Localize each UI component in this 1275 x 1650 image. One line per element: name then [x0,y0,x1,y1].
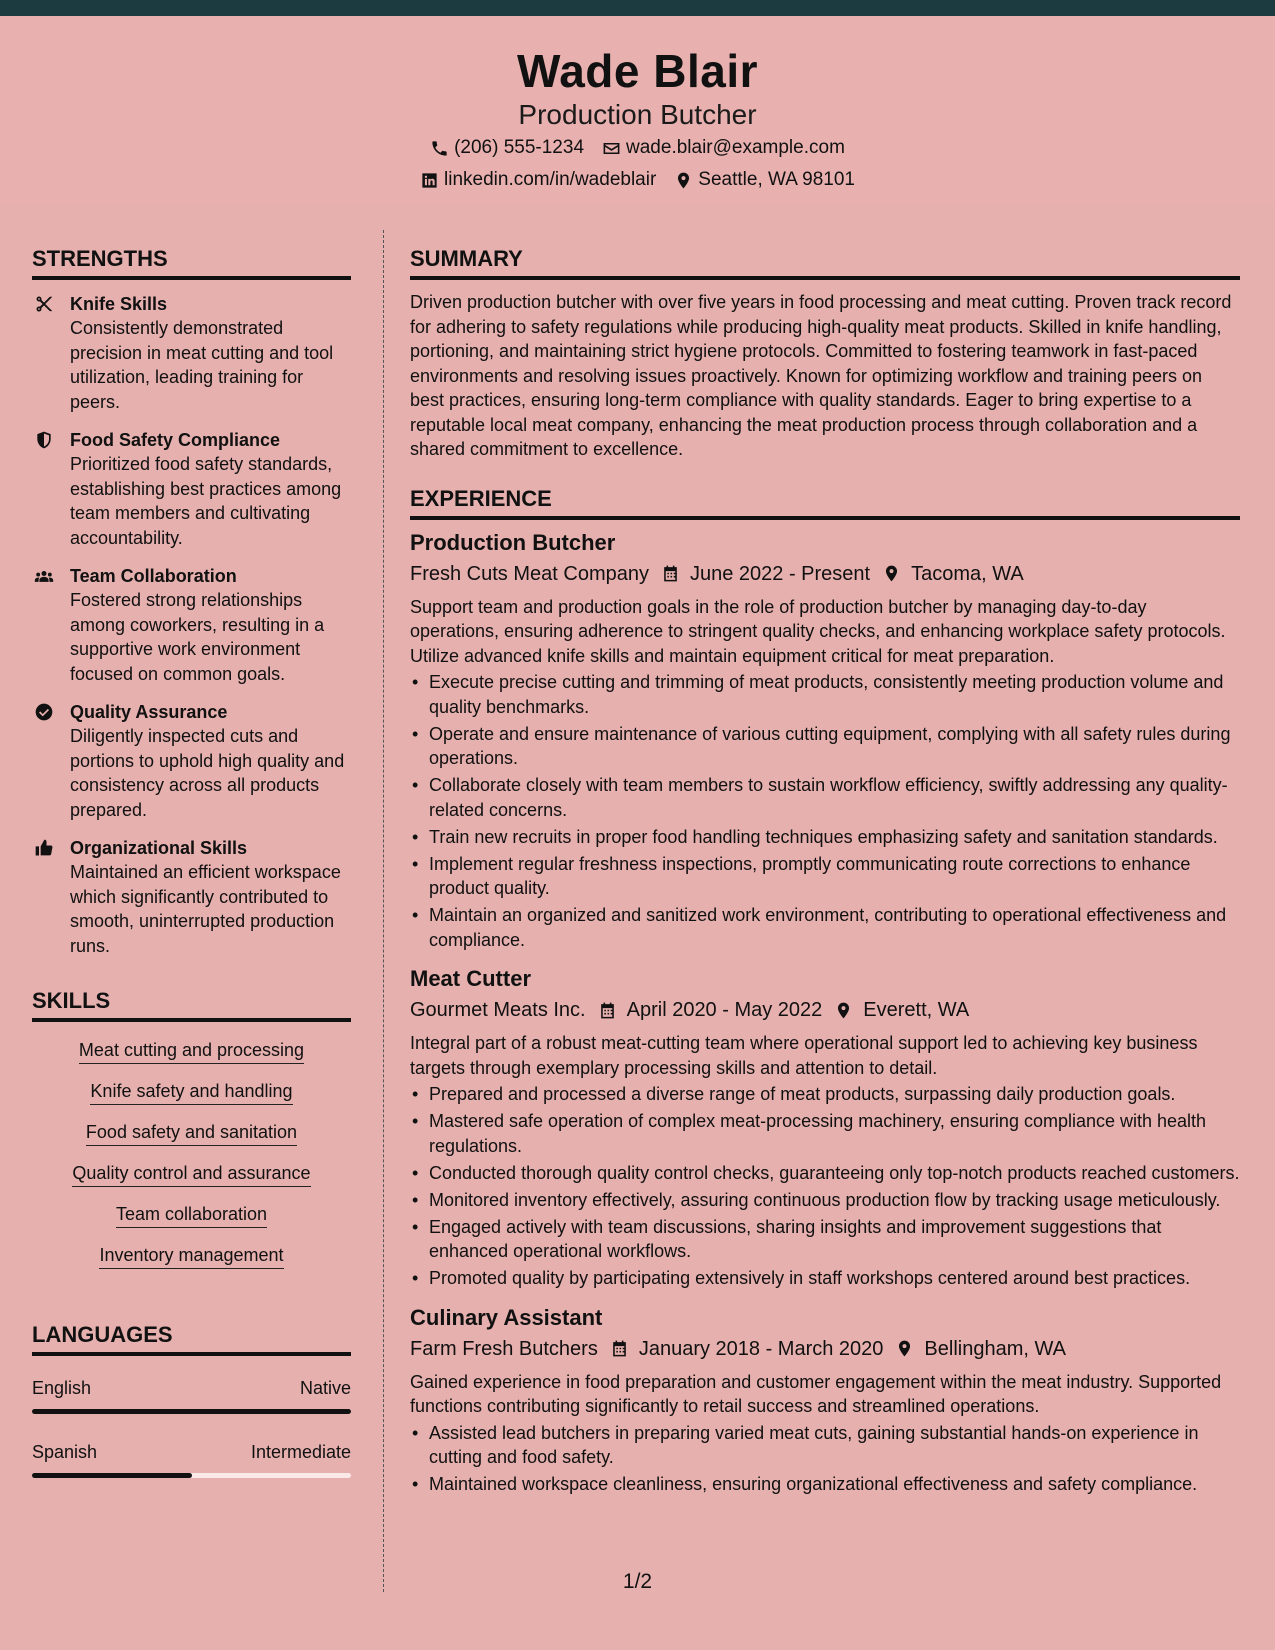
linkedin-text: linkedin.com/in/wadeblair [444,169,657,190]
strength-title: Organizational Skills [70,838,248,858]
strength-desc: Consistently demonstrated precision in meat cutting and tool utilization, leading training for peers. [70,318,334,412]
job-bullet: • Execute precise cutting and trimming of meat products, consistently meeting production volume and quality benchmarks. [410,670,1240,719]
strength-item [32,428,351,550]
strength-item [32,700,351,822]
experience-section [410,470,1240,1497]
job-bullet: • Monitored inventory effectively, assuring continuous production flow by tracking usage meticulously. [410,1188,1240,1213]
job-location: Bellingham, WA [924,1337,1066,1360]
top-accent-bar [0,0,1275,16]
strength-item [32,292,351,414]
job-description: Integral part of a robust meat-cutting team where operational support led to achieving key business targets through exemplary processing skills and attention to detail. [410,1033,1198,1078]
skill-tag: Meat cutting and processing [79,1037,304,1064]
shield-icon [34,430,54,450]
calendar-icon [661,564,680,583]
job-bullet: • Prepared and processed a diverse range of meat products, surpassing daily production goals. [410,1082,1240,1107]
strength-desc: Prioritized food safety standards, establishing best practices among team members and cultivating accountability. [70,454,342,548]
job-bullets [410,670,1240,952]
right-column [410,230,1240,1499]
job-bullet: • Engaged actively with team discussions, sharing insights and improvement suggestions that enhanced operational workflows. [410,1215,1240,1264]
map-pin-icon [674,171,693,190]
job-bullet: • Operate and ensure maintenance of various cutting equipment, complying with all safety rules during operations. [410,722,1240,771]
job-entry [410,528,1240,953]
job-list [410,528,1240,1497]
strength-title: Quality Assurance [70,702,228,722]
strength-item [32,836,351,958]
language-proficiency-bar [32,1473,351,1478]
strength-desc: Maintained an efficient workspace which significantly contributed to smooth, uninterrupted production runs. [70,862,341,956]
envelope-icon [602,139,621,158]
job-bullets [410,1082,1240,1291]
job-location: Tacoma, WA [911,562,1024,585]
job-location: Everett, WA [863,999,970,1021]
calendar-icon [598,1001,617,1020]
phone-contact [430,132,584,164]
calendar-icon [610,1339,629,1358]
candidate-name: Wade Blair [516,45,759,97]
skill-tag: Inventory management [99,1242,283,1269]
job-title: Production Butcher [410,529,616,555]
candidate-title: Production Butcher [518,99,757,130]
company-name: Gourmet Meats Inc. [410,999,586,1021]
languages-heading: LANGUAGES [32,1306,351,1356]
strength-title: Team Collaboration [70,566,237,586]
phone-icon [430,139,449,158]
phone-text: (206) 555-1234 [454,137,585,158]
job-meta [410,559,1240,589]
job-bullet: • Mastered safe operation of complex meat-processing machinery, ensuring compliance with health regulations. [410,1109,1240,1158]
summary-section [410,230,1240,462]
job-bullet: • Collaborate closely with team members to sustain workflow efficiency, swiftly addressing any quality-related concerns. [410,773,1240,822]
languages-section [32,1306,351,1478]
job-bullets [410,1421,1240,1497]
job-bullet: • Implement regular freshness inspections, promptly communicating route corrections to enhance product quality. [410,852,1240,901]
check-circle-icon [34,702,54,722]
skill-tag: Food safety and sanitation [86,1119,297,1146]
job-bullet: • Conducted thorough quality control checks, guaranteeing only top-notch products reached customers. [410,1161,1240,1186]
skill-tag: Knife safety and handling [90,1078,292,1105]
job-description: Support team and production goals in the role of production butcher by managing day-to-day operations, ensuring adherence to stringent quality checks, and enhancing workplace safety protocols. Utilize advanced knife skills and maintain equipment critical for meat preparation. [410,596,1226,666]
company-name: Farm Fresh Butchers [410,1337,598,1360]
map-pin-icon [834,1001,853,1020]
map-pin-icon [882,564,901,583]
language-level: Native [299,1378,351,1398]
job-entry [410,964,1240,1291]
language-proficiency-fill [32,1473,192,1478]
contact-row-2 [0,164,1275,196]
strengths-heading: STRENGTHS [32,230,351,280]
job-bullet: • Train new recruits in proper food handling techniques emphasizing safety and sanitation standards. [410,825,1240,850]
page-number: 1/2 [622,1570,653,1593]
experience-heading: EXPERIENCE [410,470,1240,520]
language-name: English [32,1378,92,1398]
skills-list [32,1030,351,1276]
job-bullet: • Promoted quality by participating extensively in staff workshops centered around best practices. [410,1266,1240,1291]
strength-desc: Diligently inspected cuts and portions to uphold high quality and consistency across all products prepared. [70,726,345,820]
strength-item [32,564,351,686]
email-contact[interactable] [602,132,845,164]
scissors-icon [34,294,54,314]
language-name: Spanish [32,1442,98,1462]
language-level: Intermediate [250,1442,351,1462]
job-meta [410,995,1240,1025]
users-icon [34,566,54,586]
job-bullet: • Maintain an organized and sanitized work environment, contributing to operational effectiveness and compliance. [410,903,1240,952]
strengths-section [32,230,351,958]
linkedin-icon [420,171,439,190]
job-bullet: • Maintained workspace cleanliness, ensuring organizational effectiveness and safety compliance. [410,1472,1240,1497]
strength-title: Knife Skills [70,294,168,314]
job-dates: April 2020 - May 2022 [626,999,823,1021]
language-item [32,1376,351,1414]
skill-tag: Team collaboration [116,1201,267,1228]
job-entry [410,1303,1240,1497]
job-meta [410,1334,1240,1364]
job-dates: June 2022 - Present [689,562,871,585]
job-title: Meat Cutter [410,966,532,991]
strength-desc: Fostered strong relationships among coworkers, resulting in a supportive work environment focused on common goals. [70,590,325,684]
contact-row-1 [0,132,1275,164]
resume-header [0,16,1275,204]
thumbs-up-icon [34,838,54,858]
linkedin-contact[interactable] [420,164,656,196]
job-description: Gained experience in food preparation and customer engagement within the meat industry. Supported functions contributing significantly to retail success and streamlined operations. [410,1371,1222,1416]
job-bullet: • Assisted lead butchers in preparing varied meat cuts, gaining substantial hands-on experience in cutting and food safety. [410,1421,1240,1470]
language-proficiency-fill [32,1409,351,1414]
skills-heading: SKILLS [32,972,351,1022]
skills-section [32,972,351,1276]
company-name: Fresh Cuts Meat Company [410,562,649,585]
job-dates: January 2018 - March 2020 [638,1337,884,1360]
strength-title: Food Safety Compliance [70,430,281,450]
map-pin-icon [895,1339,914,1358]
job-title: Culinary Assistant [410,1304,603,1330]
summary-heading: SUMMARY [410,230,1240,280]
language-proficiency-bar [32,1409,351,1414]
location-contact [674,164,855,196]
summary-text: Driven production butcher with over five years in food processing and meat cutting. Proven track record for adhering to safety regulations while producing high-quality meat products. Skilled in knife handling, portioning, and maintaining strict hygiene protocols. Committed to fostering teamwork in fast-paced environments and resolving issues proactively. Known for optimizing workflow and training peers on best practices, ensuring long-term compliance with quality standards. Eager to bring expertise to a reputable local meat company, enhancing the meat production process through collaboration and a shared commitment to excellence. [410,292,1232,459]
column-divider [383,230,384,1592]
language-item [32,1440,351,1478]
left-column [32,230,351,1478]
email-text: wade.blair@example.com [626,137,845,158]
location-text: Seattle, WA 98101 [698,169,855,190]
skill-tag: Quality control and assurance [72,1160,310,1187]
